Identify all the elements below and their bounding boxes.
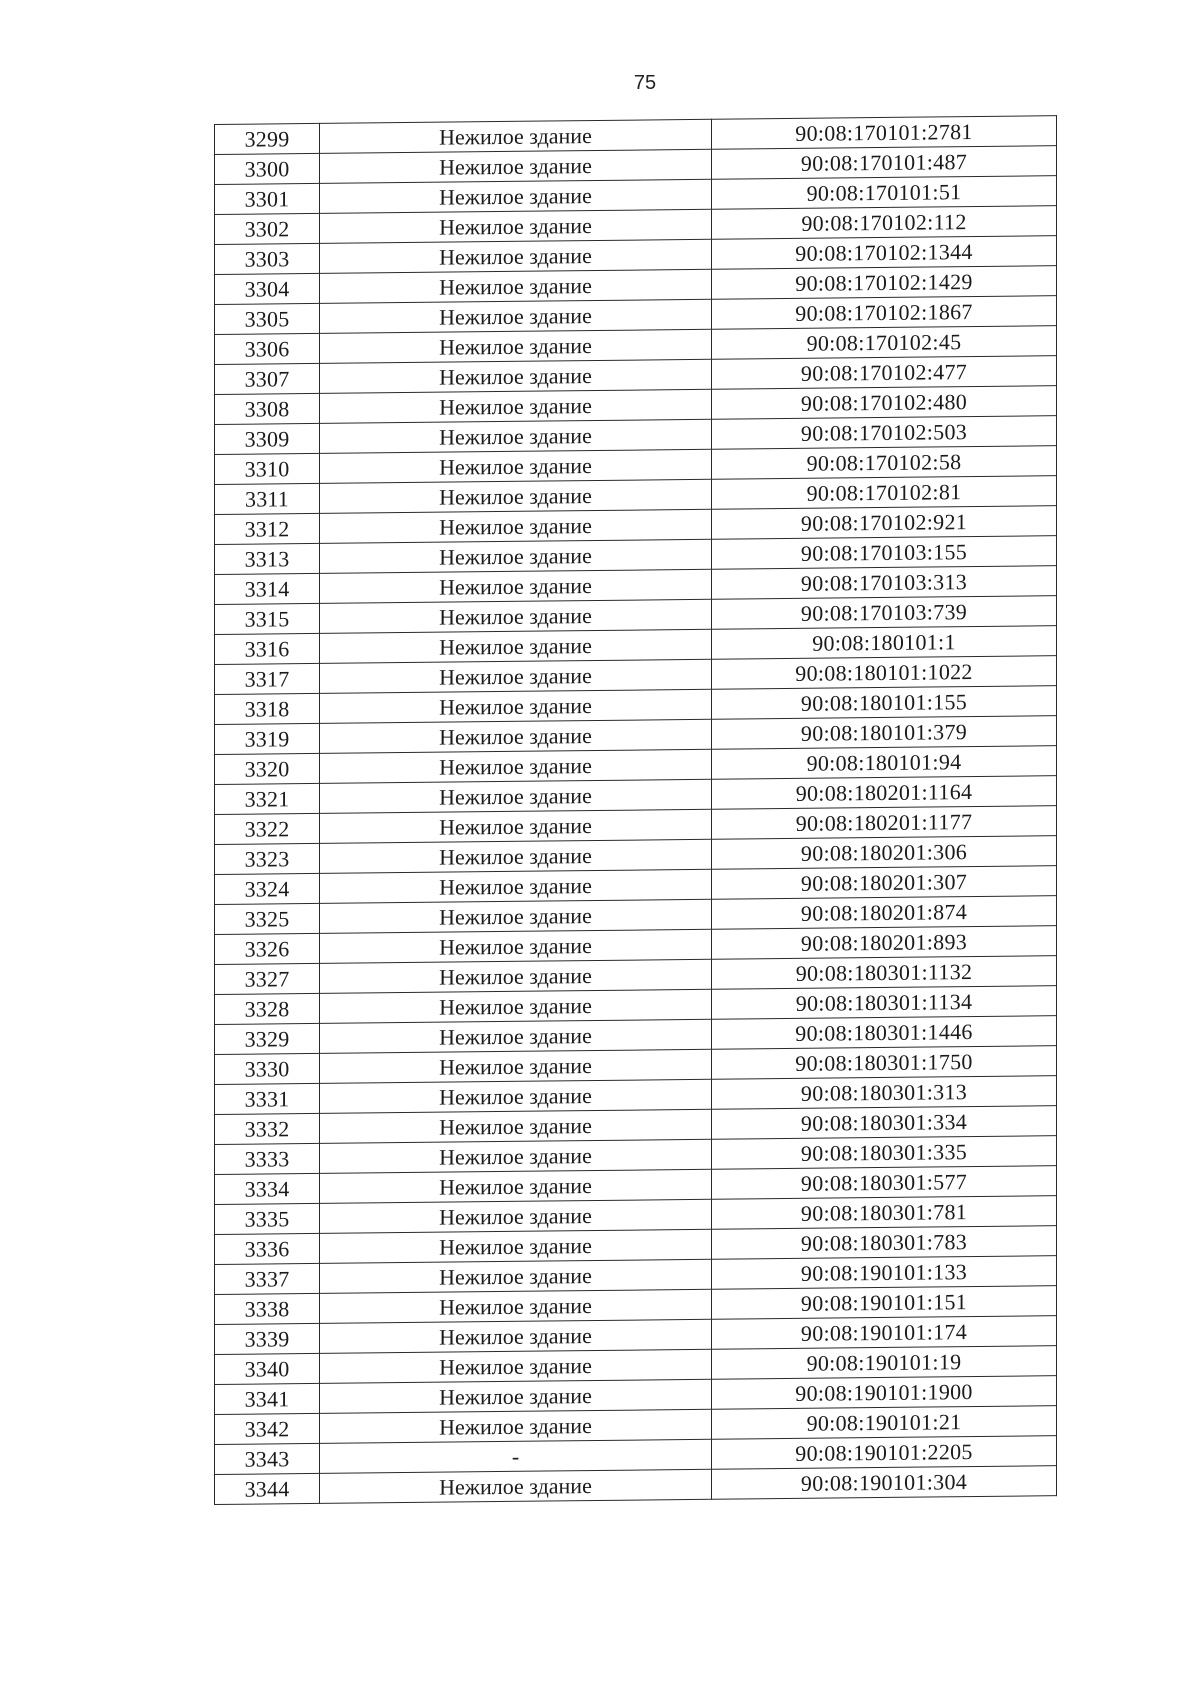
row-number-cell: 3321 [215,783,320,814]
cadastral-number-cell: 90:08:180101:1 [712,626,1057,660]
object-name-cell: Нежилое здание [320,689,712,723]
row-number-cell: 3338 [215,1293,320,1324]
row-number-cell: 3341 [215,1383,320,1414]
row-number-cell: 3344 [215,1473,320,1504]
row-number-cell: 3325 [215,903,320,934]
object-name-cell: Нежилое здание [320,149,712,183]
row-number-cell: 3326 [215,933,320,964]
row-number-cell: 3314 [215,573,320,604]
row-number-cell: 3320 [215,753,320,784]
row-number-cell: 3323 [215,843,320,874]
row-number-cell: 3316 [215,633,320,664]
object-name-cell: Нежилое здание [320,569,712,603]
object-name-cell: Нежилое здание [320,599,712,633]
cadastral-number-cell: 90:08:190101:1900 [712,1376,1057,1410]
row-number-cell: 3299 [215,123,320,154]
registry-table-body [215,116,1057,1505]
row-number-cell: 3300 [215,153,320,184]
cadastral-number-cell: 90:08:170102:921 [712,506,1057,540]
cadastral-number-cell: 90:08:180201:1164 [712,776,1057,810]
row-number-cell: 3311 [215,483,320,514]
row-number-cell: 3331 [215,1083,320,1114]
cadastral-number-cell: 90:08:190101:2205 [712,1436,1057,1470]
row-number-cell: 3315 [215,603,320,634]
object-name-cell: Нежилое здание [320,659,712,693]
object-name-cell: Нежилое здание [320,479,712,513]
cadastral-number-cell: 90:08:180201:307 [712,866,1057,900]
row-number-cell: 3313 [215,543,320,574]
row-number-cell: 3309 [215,423,320,454]
cadastral-number-cell: 90:08:170102:45 [712,326,1057,360]
object-name-cell: Нежилое здание [320,1469,712,1503]
object-name-cell: Нежилое здание [320,1169,712,1203]
object-name-cell: Нежилое здание [320,1349,712,1383]
cadastral-number-cell: 90:08:180301:577 [712,1166,1057,1200]
cadastral-number-cell: 90:08:170102:477 [712,356,1057,390]
object-name-cell: Нежилое здание [320,1019,712,1053]
cadastral-number-cell: 90:08:170101:2781 [712,116,1057,150]
object-name-cell: Нежилое здание [320,929,712,963]
row-number-cell: 3330 [215,1053,320,1084]
object-name-cell: Нежилое здание [320,299,712,333]
row-number-cell: 3343 [215,1443,320,1474]
row-number-cell: 3322 [215,813,320,844]
cadastral-number-cell: 90:08:180101:94 [712,746,1057,780]
cadastral-number-cell: 90:08:170102:1429 [712,266,1057,300]
cadastral-number-cell: 90:08:180301:1134 [712,986,1057,1020]
cadastral-number-cell: 90:08:180201:306 [712,836,1057,870]
row-number-cell: 3305 [215,303,320,334]
row-number-cell: 3303 [215,243,320,274]
object-name-cell: Нежилое здание [320,1199,712,1233]
row-number-cell: 3324 [215,873,320,904]
row-number-cell: 3328 [215,993,320,1024]
cadastral-number-cell: 90:08:190101:19 [712,1346,1057,1380]
row-number-cell: 3312 [215,513,320,544]
object-name-cell: - [320,1439,712,1473]
row-number-cell: 3306 [215,333,320,364]
cadastral-number-cell: 90:08:190101:151 [712,1286,1057,1320]
row-number-cell: 3337 [215,1263,320,1294]
row-number-cell: 3301 [215,183,320,214]
object-name-cell: Нежилое здание [320,269,712,303]
cadastral-number-cell: 90:08:180301:313 [712,1076,1057,1110]
object-name-cell: Нежилое здание [320,539,712,573]
object-name-cell: Нежилое здание [320,1319,712,1353]
cadastral-number-cell: 90:08:180201:874 [712,896,1057,930]
object-name-cell: Нежилое здание [320,1229,712,1263]
cadastral-number-cell: 90:08:180101:1022 [712,656,1057,690]
object-name-cell: Нежилое здание [320,719,712,753]
object-name-cell: Нежилое здание [320,959,712,993]
cadastral-number-cell: 90:08:170103:155 [712,536,1057,570]
object-name-cell: Нежилое здание [320,839,712,873]
cadastral-number-cell: 90:08:190101:174 [712,1316,1057,1350]
object-name-cell: Нежилое здание [320,629,712,663]
cadastral-number-cell: 90:08:170102:1867 [712,296,1057,330]
object-name-cell: Нежилое здание [320,1409,712,1443]
cadastral-number-cell: 90:08:170102:1344 [712,236,1057,270]
cadastral-number-cell: 90:08:180101:155 [712,686,1057,720]
object-name-cell: Нежилое здание [320,179,712,213]
cadastral-number-cell: 90:08:170101:487 [712,146,1057,180]
row-number-cell: 3334 [215,1173,320,1204]
row-number-cell: 3339 [215,1323,320,1354]
row-number-cell: 3329 [215,1023,320,1054]
object-name-cell: Нежилое здание [320,809,712,843]
cadastral-number-cell: 90:08:170102:81 [712,476,1057,510]
object-name-cell: Нежилое здание [320,509,712,543]
cadastral-number-cell: 90:08:170102:503 [712,416,1057,450]
object-name-cell: Нежилое здание [320,239,712,273]
row-number-cell: 3327 [215,963,320,994]
cadastral-number-cell: 90:08:170102:58 [712,446,1057,480]
row-number-cell: 3340 [215,1353,320,1384]
object-name-cell: Нежилое здание [320,449,712,483]
object-name-cell: Нежилое здание [320,1139,712,1173]
row-number-cell: 3333 [215,1143,320,1174]
cadastral-number-cell: 90:08:180301:783 [712,1226,1057,1260]
object-name-cell: Нежилое здание [320,119,712,153]
cadastral-number-cell: 90:08:180301:334 [712,1106,1057,1140]
object-name-cell: Нежилое здание [320,1379,712,1413]
object-name-cell: Нежилое здание [320,989,712,1023]
row-number-cell: 3336 [215,1233,320,1264]
object-name-cell: Нежилое здание [320,329,712,363]
row-number-cell: 3302 [215,213,320,244]
object-name-cell: Нежилое здание [320,209,712,243]
row-number-cell: 3304 [215,273,320,304]
cadastral-number-cell: 90:08:170102:480 [712,386,1057,420]
cadastral-number-cell: 90:08:170103:739 [712,596,1057,630]
page-number: 75 [633,72,657,94]
object-name-cell: Нежилое здание [320,389,712,423]
object-name-cell: Нежилое здание [320,1109,712,1143]
cadastral-number-cell: 90:08:190101:304 [712,1466,1057,1500]
row-number-cell: 3307 [215,363,320,394]
object-name-cell: Нежилое здание [320,1049,712,1083]
row-number-cell: 3332 [215,1113,320,1144]
row-number-cell: 3342 [215,1413,320,1444]
row-number-cell: 3310 [215,453,320,484]
object-name-cell: Нежилое здание [320,749,712,783]
cadastral-number-cell: 90:08:180301:335 [712,1136,1057,1170]
row-number-cell: 3319 [215,723,320,754]
cadastral-number-cell: 90:08:180101:379 [712,716,1057,750]
registry-table [214,115,1057,1505]
cadastral-number-cell: 90:08:170101:51 [712,176,1057,210]
cadastral-number-cell: 90:08:180301:781 [712,1196,1057,1230]
object-name-cell: Нежилое здание [320,1079,712,1113]
cadastral-number-cell: 90:08:180201:893 [712,926,1057,960]
row-number-cell: 3318 [215,693,320,724]
object-name-cell: Нежилое здание [320,1259,712,1293]
object-name-cell: Нежилое здание [320,419,712,453]
cadastral-number-cell: 90:08:190101:21 [712,1406,1057,1440]
row-number-cell: 3317 [215,663,320,694]
object-name-cell: Нежилое здание [320,899,712,933]
row-number-cell: 3335 [215,1203,320,1234]
cadastral-number-cell: 90:08:190101:133 [712,1256,1057,1290]
cadastral-number-cell: 90:08:180301:1750 [712,1046,1057,1080]
cadastral-number-cell: 90:08:180301:1132 [712,956,1057,990]
row-number-cell: 3308 [215,393,320,424]
cadastral-number-cell: 90:08:170102:112 [712,206,1057,240]
cadastral-number-cell: 90:08:180301:1446 [712,1016,1057,1050]
cadastral-number-cell: 90:08:170103:313 [712,566,1057,600]
object-name-cell: Нежилое здание [320,359,712,393]
cadastral-number-cell: 90:08:180201:1177 [712,806,1057,840]
object-name-cell: Нежилое здание [320,1289,712,1323]
object-name-cell: Нежилое здание [320,869,712,903]
object-name-cell: Нежилое здание [320,779,712,813]
